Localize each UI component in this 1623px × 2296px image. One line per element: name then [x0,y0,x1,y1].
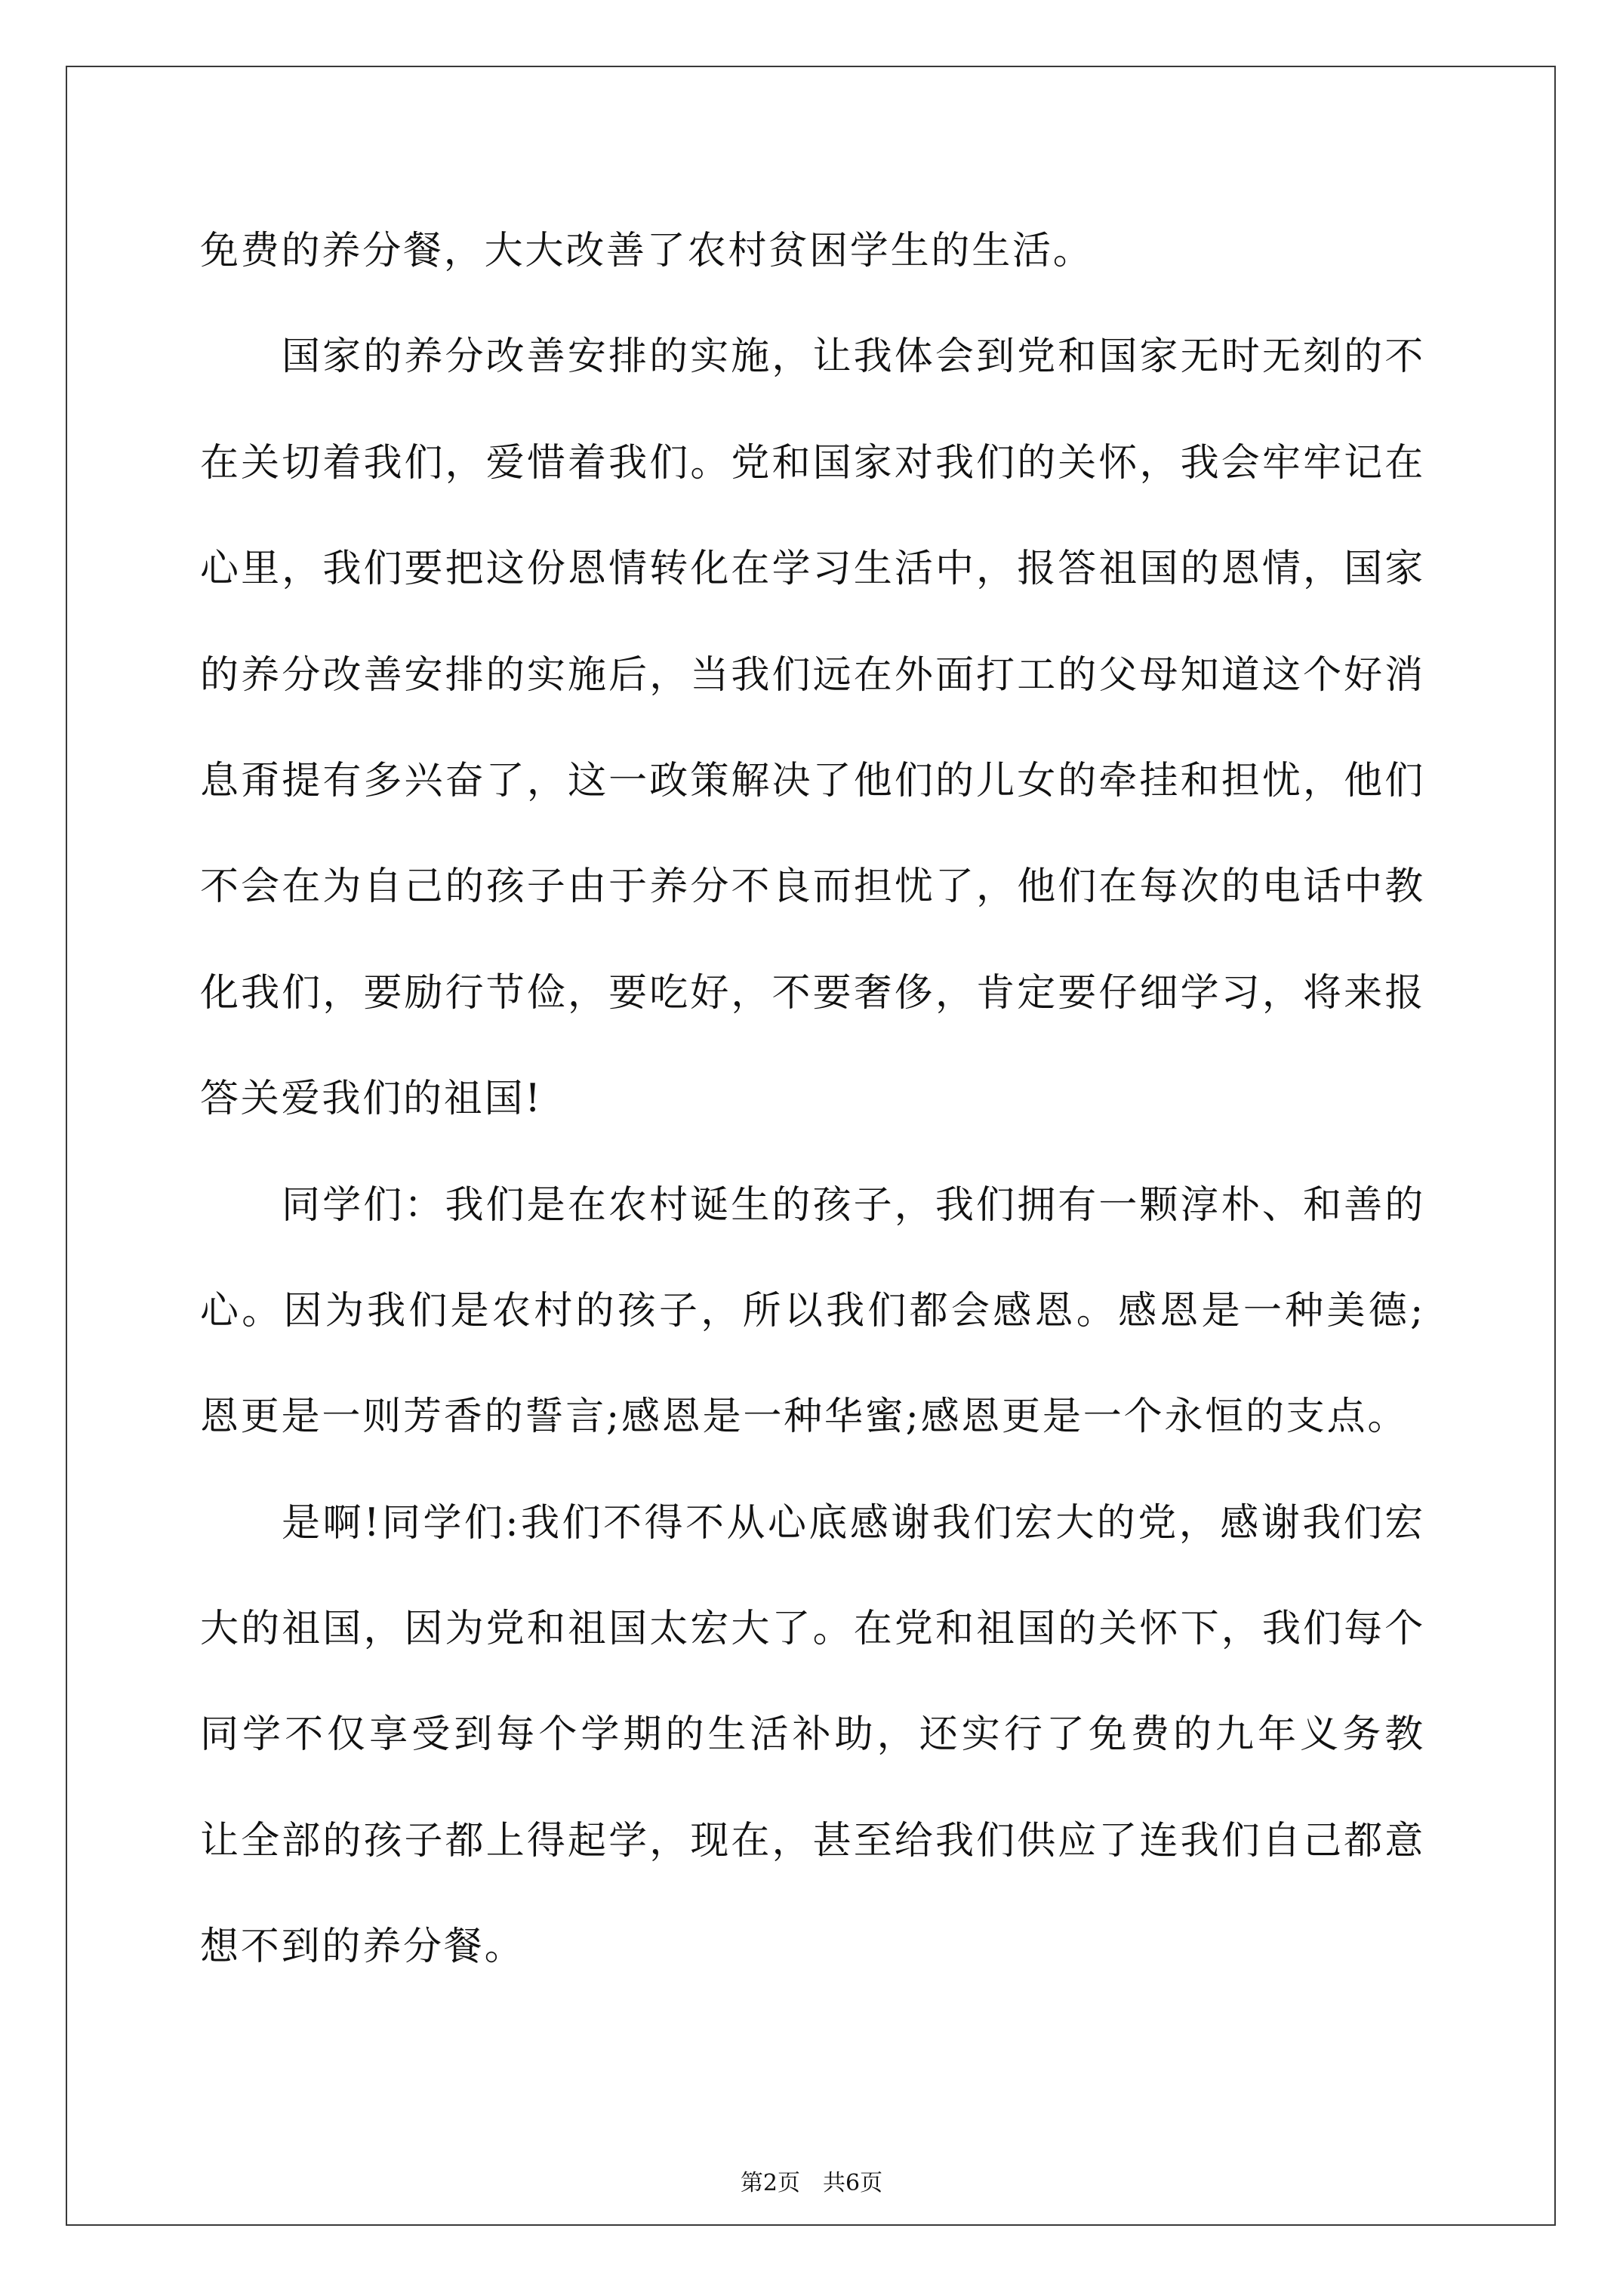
text-line: 不会在为自己的孩子由于养分不良而担忧了，他们在每次的电话中教 [200,864,1425,910]
document-body [200,199,1425,2001]
text-line: 想不到的养分餐。 [200,1925,525,1970]
text-line: 心里，我们要把这份恩情转化在学习生活中，报答祖国的恩情，国家 [200,547,1425,592]
text-line: 恩更是一则芳香的誓言;感恩是一种华蜜;感恩更是一个永恒的支点。 [200,1395,1409,1440]
text-line: 大的祖国，因为党和祖国太宏大了。在党和祖国的关怀下，我们每个 [200,1607,1425,1652]
text-line: 同学们：我们是在农村诞生的孩子，我们拥有一颗淳朴、和善的 [282,1182,1425,1228]
text-line: 化我们，要励行节俭，要吃好，不要奢侈，肯定要仔细学习，将来报 [200,970,1425,1015]
paragraph [200,304,1425,1152]
page-number-footer: 第2页 共6页 [740,2170,883,2196]
text-line: 免费的养分餐，大大改善了农村贫困学生的生活。 [200,229,1094,273]
paragraph [200,1471,1425,2001]
text-line: 同学不仅享受到每个学期的生活补助，还实行了免费的九年义务教 [200,1712,1425,1758]
text-line: 国家的养分改善安排的实施，让我体会到党和国家无时无刻的不 [282,334,1425,380]
text-line: 让全部的孩子都上得起学，现在，甚至给我们供应了连我们自己都意 [200,1818,1425,1863]
paragraph [200,1153,1425,1471]
text-line: 的养分改善安排的实施后，当我们远在外面打工的父母知道这个好消 [200,652,1425,698]
text-line: 心。因为我们是农村的孩子，所以我们都会感恩。感恩是一种美德; [200,1288,1425,1333]
text-line: 是啊!同学们:我们不得不从心底感谢我们宏大的党，感谢我们宏 [282,1500,1425,1546]
text-line: 答关爱我们的祖国! [200,1077,543,1122]
paragraph [200,199,1425,304]
text-line: 在关切着我们，爱惜着我们。党和国家对我们的关怀，我会牢牢记在 [200,440,1425,485]
text-line: 息甭提有多兴奋了，这一政策解决了他们的儿女的牵挂和担忧，他们 [200,758,1425,803]
